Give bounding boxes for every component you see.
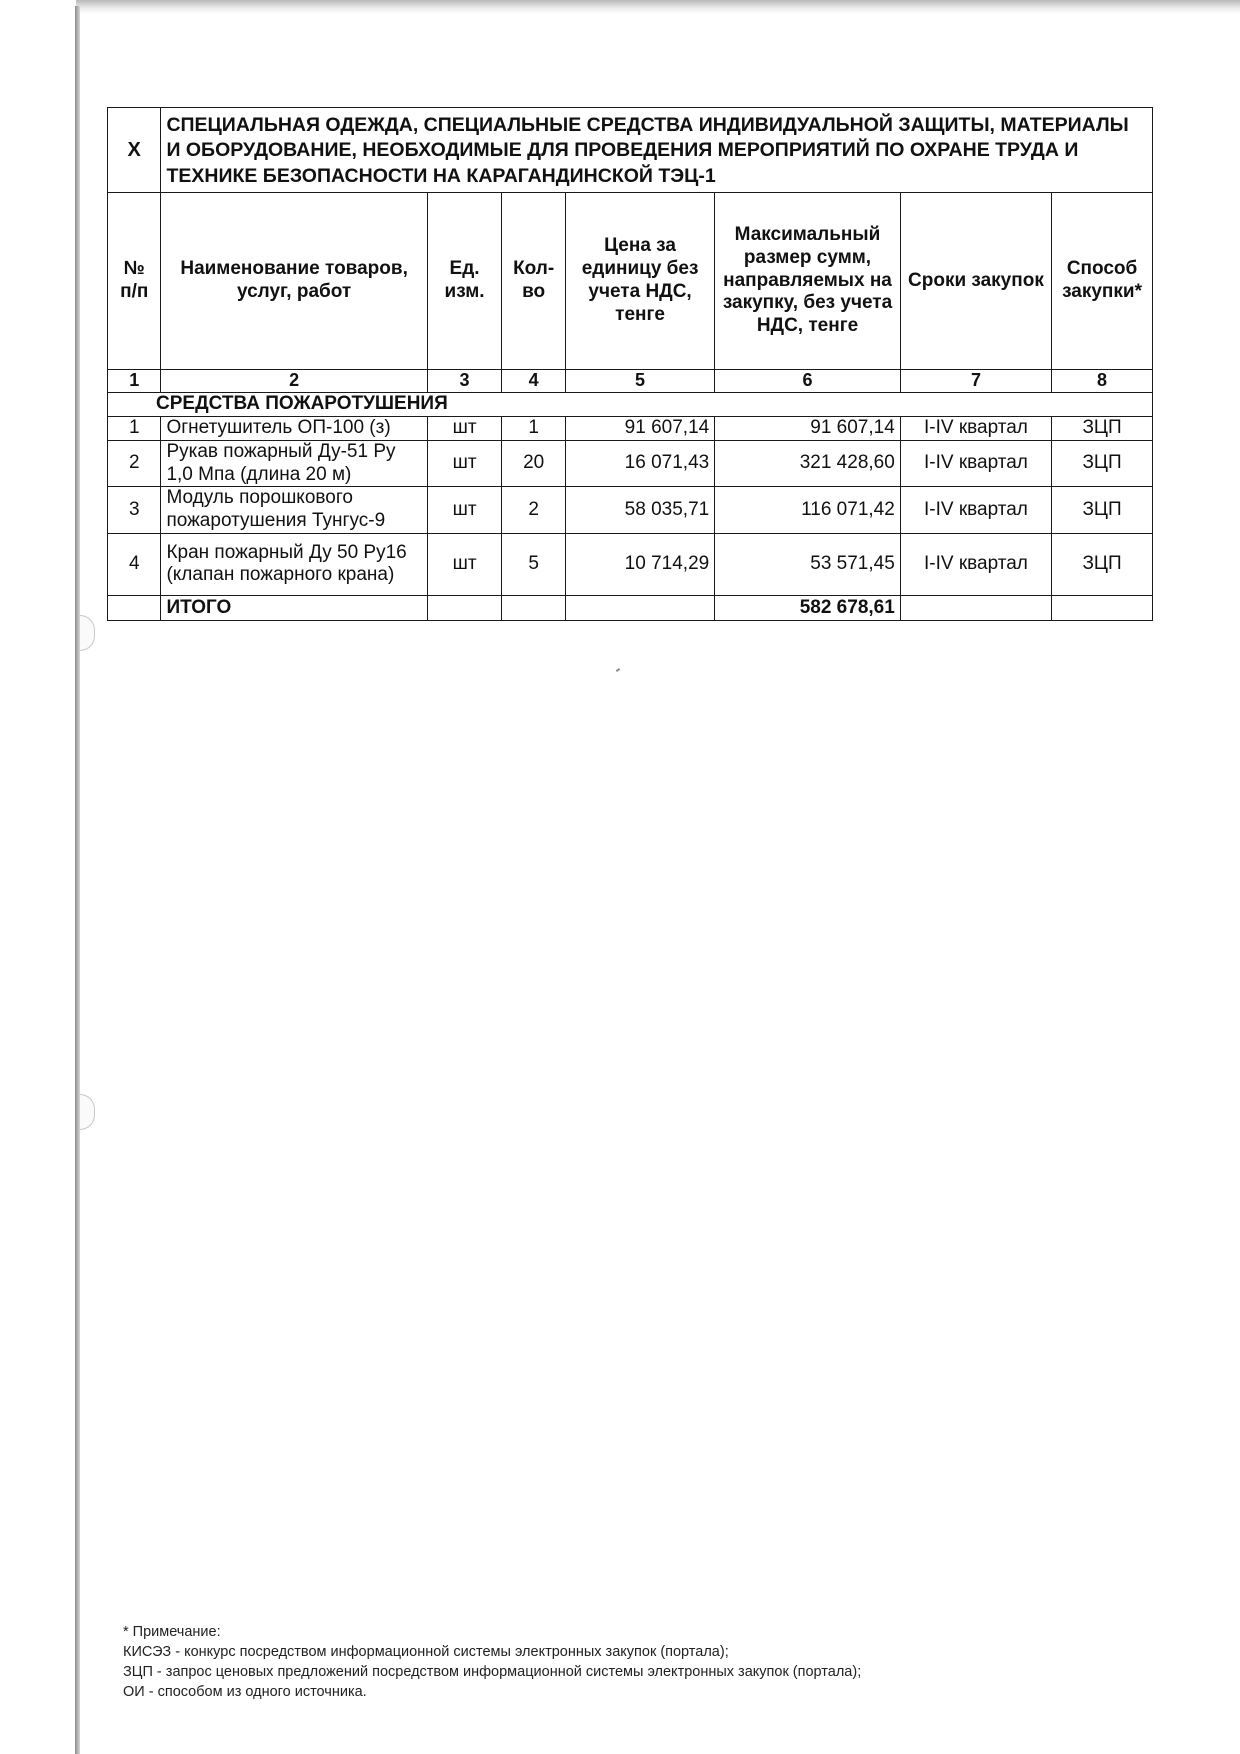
column-header-line: изм. [444,281,485,302]
max-sum-cell: 91 607,14 [715,416,901,440]
item-name-line: Огнетушитель ОП-100 (з) [166,416,391,438]
column-header-line: Способ [1066,258,1138,280]
footnote-line: * Примечание: [123,1624,221,1640]
column-header-line: учета НДС, [588,281,692,302]
empty-cell [565,595,714,620]
row-number: 4 [108,533,161,595]
column-header-line: № [123,258,145,280]
column-header-line: направляемых на [723,269,892,291]
column-header-line: во [522,281,546,302]
column-header-line: Кол- [513,258,555,280]
item-name [161,416,427,440]
column-number: 6 [715,370,901,393]
column-header-line: услуг, работ [236,281,352,302]
row-number: 1 [108,416,161,440]
section-title-line: ТЕХНИКЕ БЕЗОПАСНОСТИ НА КАРАГАНДИНСКОЙ ТЭЦ-1 [166,164,716,187]
footnotes [123,1622,861,1702]
procurement-method-cell: ЗЦП [1052,533,1153,595]
scan-speck [616,668,620,672]
column-header-line: Максимальный [734,224,881,245]
item-name-line: Кран пожарный Ду 50 Ру16 [166,541,407,563]
column-number-row [108,370,1153,393]
total-row [108,595,1153,620]
item-name [161,440,427,487]
column-header [161,193,427,370]
unit-cell: шт [427,416,502,440]
unit-price-cell: 10 714,29 [565,533,714,595]
column-number: 7 [900,370,1051,393]
quantity-cell: 2 [502,487,566,534]
column-number: 3 [427,370,502,393]
empty-cell [108,595,161,620]
total-sum: 582 678,61 [715,595,901,620]
row-number: 2 [108,440,161,487]
item-name-line: (клапан пожарного крана) [166,564,395,586]
column-header [427,193,502,370]
column-header [900,193,1051,370]
empty-cell [900,595,1051,620]
unit-cell: шт [427,533,502,595]
procurement-period-cell: I-IV квартал [900,487,1051,534]
footnote-line: ЗЦП - запрос ценовых предложений посредством информационной системы электронных закупок (портала); [123,1664,862,1680]
procurement-period-cell: I-IV квартал [900,533,1051,595]
procurement-period-cell: I-IV квартал [900,416,1051,440]
empty-cell [1052,595,1153,620]
item-name-line: Рукав пожарный Ду-51 Ру [166,440,396,462]
quantity-cell: 1 [502,416,566,440]
section-number: X [108,108,161,193]
item-name-line: Модуль порошкового [166,487,353,509]
column-header-line: размер сумм, [743,246,872,268]
punch-hole [80,1094,95,1130]
section-header-row [108,108,1153,193]
column-header-line: Сроки закупок [908,269,1044,291]
unit-price-cell: 58 035,71 [565,487,714,534]
column-number: 1 [108,370,161,393]
total-label: ИТОГО [161,595,427,620]
column-header [502,193,566,370]
column-number: 8 [1052,370,1153,393]
item-name-line: 1,0 Мпа (длина 20 м) [166,463,352,485]
column-header [565,193,714,370]
column-number: 5 [565,370,714,393]
item-name [161,487,427,534]
column-header-line: закупку, без учета [722,292,893,314]
item-name [161,533,427,595]
column-header [108,193,161,370]
empty-cell [502,595,566,620]
punch-hole [80,615,95,651]
unit-price-cell: 16 071,43 [565,440,714,487]
footnote-line: КИСЭЗ - конкурс посредством информационной системы электронных закупок (портала); [123,1644,729,1660]
max-sum-cell: 321 428,60 [715,440,901,487]
column-header-row [108,193,1153,370]
quantity-cell: 20 [502,440,566,487]
column-number: 2 [161,370,427,393]
column-header-line: единицу без [581,258,699,280]
column-header [1052,193,1153,370]
scan-left-edge [75,6,80,1754]
unit-cell: шт [427,487,502,534]
unit-price-cell: 91 607,14 [565,416,714,440]
column-header-line: закупки* [1062,281,1142,302]
footnote-line: ОИ - способом из одного источника. [123,1684,367,1700]
quantity-cell: 5 [502,533,566,595]
column-header-line: Наименование товаров, [180,258,408,280]
procurement-method-cell: ЗЦП [1052,416,1153,440]
table-row [108,487,1153,534]
group-title: СРЕДСТВА ПОЖАРОТУШЕНИЯ [108,393,1153,417]
column-header-line: тенге [615,303,665,325]
column-header-line: Цена за [604,235,676,257]
item-name-line: пожаротушения Тунгус-9 [166,510,386,532]
column-header [715,193,901,370]
table-row [108,533,1153,595]
column-header-line: НДС, тенге [756,315,859,337]
max-sum-cell: 53 571,45 [715,533,901,595]
unit-cell: шт [427,440,502,487]
procurement-method-cell: ЗЦП [1052,487,1153,534]
column-header-line: Ед. [449,258,480,280]
procurement-method-cell: ЗЦП [1052,440,1153,487]
column-header-line: п/п [120,281,149,302]
empty-cell [427,595,502,620]
procurement-table [107,107,1153,621]
row-number: 3 [108,487,161,534]
section-title-line: И ОБОРУДОВАНИЕ, НЕОБХОДИМЫЕ ДЛЯ ПРОВЕДЕНИЯ МЕРОПРИЯТИЙ ПО ОХРАНЕ ТРУДА И [166,139,1079,162]
column-number: 4 [502,370,566,393]
section-title [161,108,1153,193]
group-row [108,393,1153,417]
table-row [108,416,1153,440]
scan-top-edge [76,0,1240,14]
max-sum-cell: 116 071,42 [715,487,901,534]
section-title-line: СПЕЦИАЛЬНАЯ ОДЕЖДА, СПЕЦИАЛЬНЫЕ СРЕДСТВА ИНДИВИДУАЛЬНОЙ ЗАЩИТЫ, МАТЕРИАЛЫ [166,113,1129,136]
table-row [108,440,1153,487]
procurement-period-cell: I-IV квартал [900,440,1051,487]
